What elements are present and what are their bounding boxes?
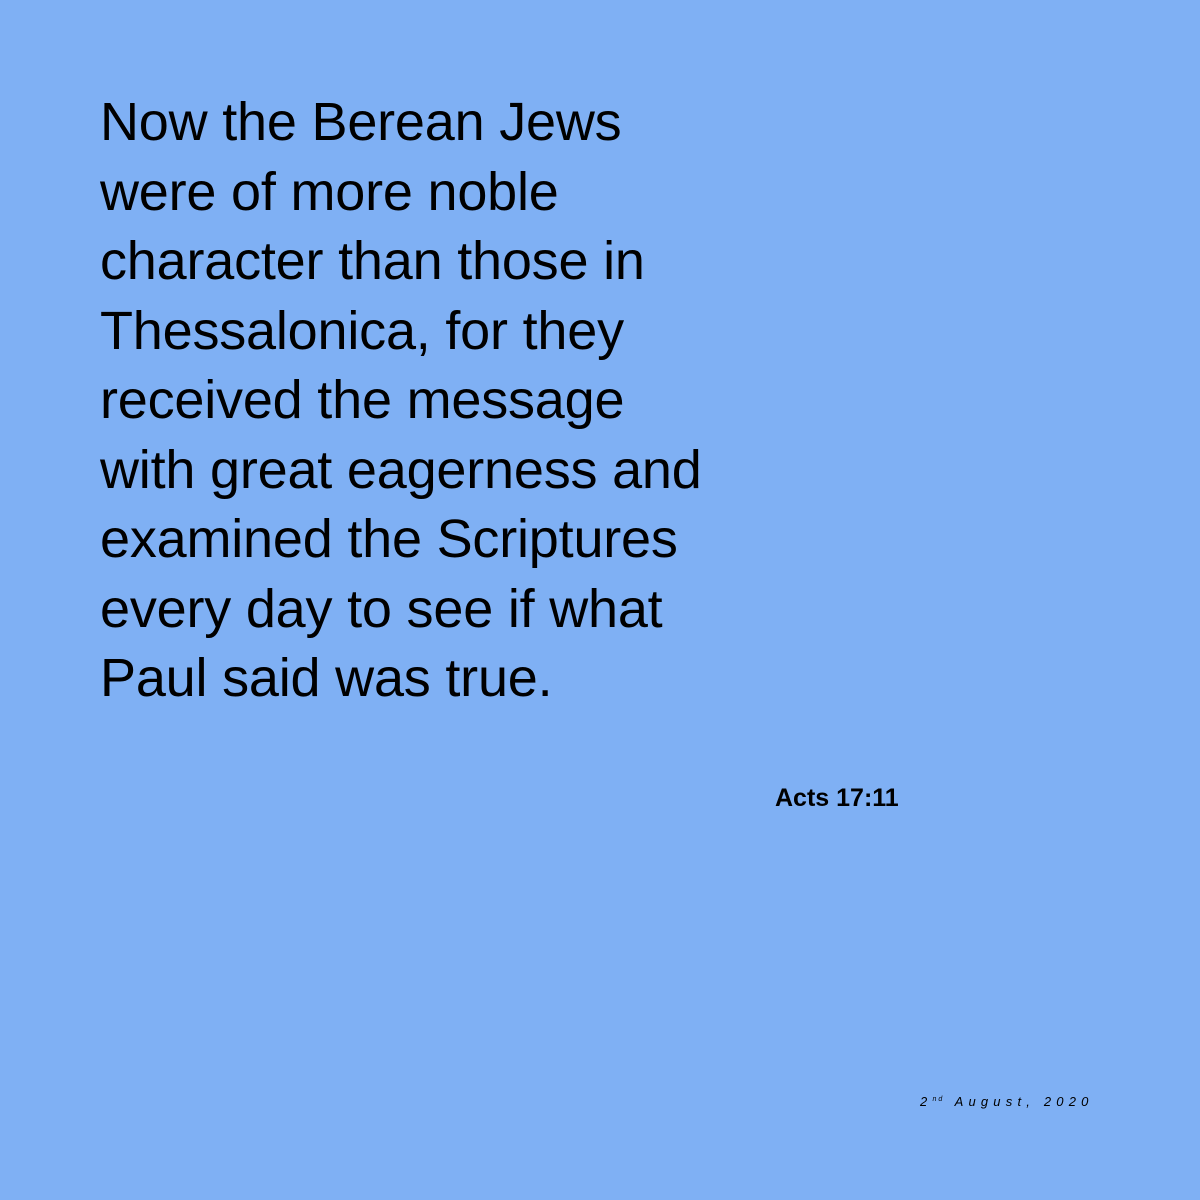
verse-line-3: character than those in	[100, 231, 645, 291]
verse-line-2: were of more noble	[100, 161, 559, 222]
date-suffix: nd	[932, 1096, 945, 1103]
verse-text	[100, 88, 860, 714]
date-day: 2	[920, 1094, 933, 1109]
verse-line-5: received the message	[100, 370, 625, 430]
verse-line-7: examined the Scriptures	[100, 509, 678, 569]
verse-line-6: with great eagerness and	[100, 439, 702, 500]
verse-line-8: every day to see if what	[100, 578, 663, 639]
verse-line-9: Paul said was true.	[100, 648, 553, 708]
verse-reference: Acts 17:11	[775, 784, 899, 812]
post-date	[920, 1091, 1094, 1111]
verse-line-4: Thessalonica, for they	[100, 300, 624, 361]
verse-line-1: Now the Berean Jews	[100, 92, 622, 152]
date-rest: August, 2020	[954, 1094, 1094, 1109]
